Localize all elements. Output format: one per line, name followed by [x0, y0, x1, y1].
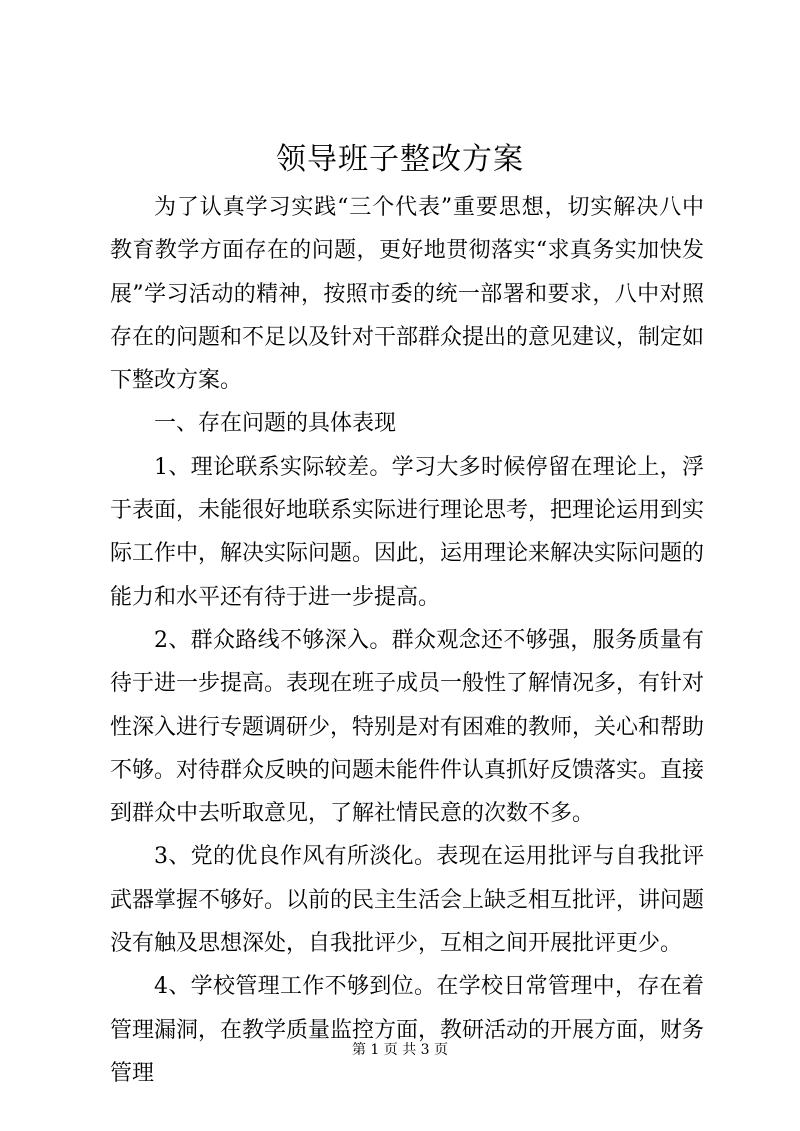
paragraph-item-4: 4、学校管理工作不够到位。在学校日常管理中，存在着管理漏洞，在教学质量监控方面，教研活动的开展方面，财务管理 — [110, 974, 705, 1086]
paragraph-item-2: 2、群众路线不够深入。群众观念还不够强，服务质量有待于进一步提高。表现在班子成员一般性了解情况多，有针对性深入进行专题调研少，特别是对有困难的教师，关心和帮助不够。对待群众反映的问题未能件件认真抓好反馈落实。直接到群众中去听取意见，了解社情民意的次数不多。 — [110, 627, 705, 827]
paragraph-item-3: 3、党的优良作风有所淡化。表现在运用批评与自我批评武器掌握不够好。以前的民主生活会上缺乏相互批评，讲问题没有触及思想深处，自我批评少，互相之间开展批评更少。 — [110, 844, 705, 957]
page-footer: 第 1 页 共 3 页 — [351, 1042, 449, 1058]
document-body — [110, 186, 704, 1095]
document-title: 领导班子整改方案 — [276, 142, 524, 177]
paragraph-section-heading: 一、存在问题的具体表现 — [154, 411, 397, 437]
paragraph-item-1: 1、理论联系实际较差。学习大多时候停留在理论上，浮于表面，未能很好地联系实际进行理论思考，把理论运用到实际工作中，解决实际问题。因此，运用理论来解决实际问题的能力和水平还有待于进一步提高。 — [110, 454, 705, 610]
paragraph-intro: 为了认真学习实践“三个代表”重要思想，切实解决八中教育教学方面存在的问题，更好地贯彻落实“求真务实加快发展”学习活动的精神，按照市委的统一部署和要求，八中对照存在的问题和不足以及针对干部群众提出的意见建议，制定如下整改方案。 — [110, 195, 705, 394]
